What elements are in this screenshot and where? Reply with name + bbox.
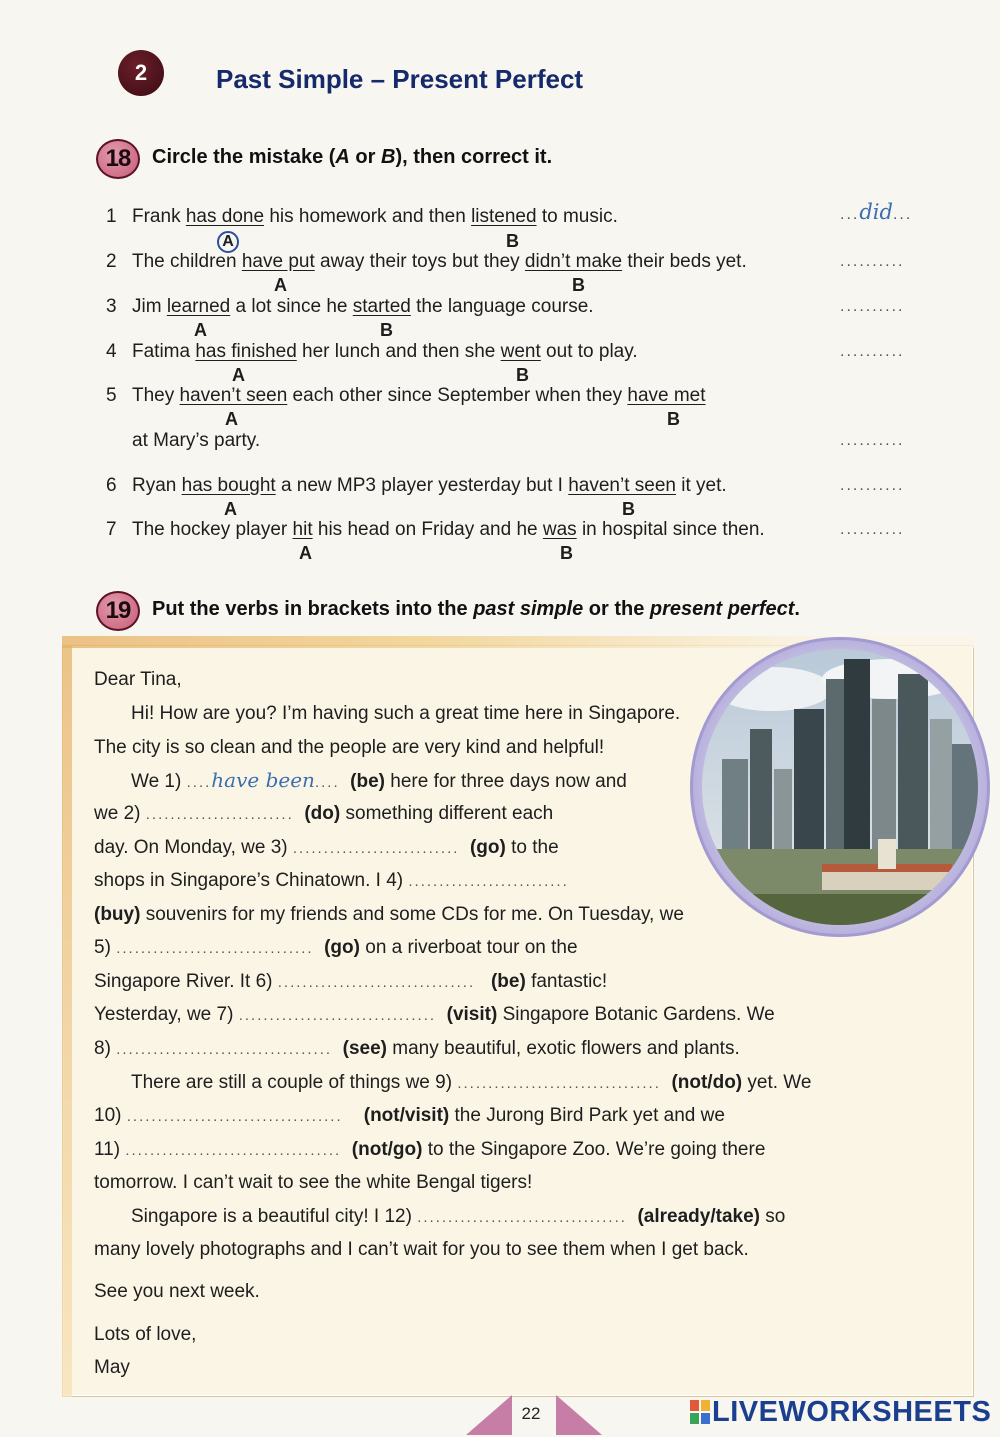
label-b[interactable]: B [560,543,573,563]
label-a[interactable]: A [299,543,312,563]
exercise-18-item-3 [0,296,1000,340]
letter-line-gap-11: 11) ................................... (not/go) to the Singapore Zoo. We’re going there [94,1139,766,1160]
item-sentence: They haven’t seen each other since September when they have met [132,385,706,406]
letter-line-gap-6: Singapore River. It 6) ................................ (be) fantastic! [94,971,608,992]
letter-line: Hi! How are you? I’m having such a great time here in Singapore. [131,703,681,724]
item-number: 2 [106,251,117,272]
gap-5-field[interactable]: ................................ [116,940,314,957]
answer-field[interactable]: .......... [840,477,905,494]
item-sentence: The children have put away their toys but they didn’t make their beds yet. [132,251,747,272]
gap-10-field[interactable]: ................................... [126,1108,343,1125]
option-b[interactable]: have met [627,385,706,406]
letter-line-gap-3: day. On Monday, we 3) ........................... (go) to the [94,837,559,858]
letter-line-gap-4: shops in Singapore’s Chinatown. I 4) .......................... [94,870,569,891]
page-title: Past Simple – Present Perfect [216,64,584,94]
gap-12-field[interactable]: .................................. [417,1209,627,1226]
item-number: 7 [106,519,117,540]
label-b[interactable]: B [380,320,393,340]
answer-field[interactable]: .......... [840,521,905,538]
answer-field[interactable]: .......... [840,298,905,315]
label-b[interactable]: B [622,499,635,519]
letter-line-gap-10: 10) ................................... (not/visit) the Jurong Bird Park yet and we [94,1105,725,1126]
gap-8-field[interactable]: ................................... [116,1041,333,1058]
option-a[interactable]: have put [241,251,315,272]
letter-line-gap-8: 8) ................................... (see) many beautiful, exotic flowers and plants. [94,1038,740,1059]
item-sentence: Fatima has finished her lunch and then she went out to play. [132,341,638,362]
label-a[interactable]: A [225,409,238,429]
option-a[interactable]: has done [185,206,265,227]
page-number: 22 [521,1404,541,1423]
item-number: 1 [106,206,117,227]
answer-field[interactable]: .......... [840,343,905,360]
option-b[interactable]: started [352,296,411,317]
label-a[interactable]: A [232,365,245,385]
letter-signature: May [94,1357,130,1378]
item-number: 5 [106,385,117,406]
page-tab-left-decoration [466,1395,512,1435]
item-sentence: Ryan has bought a new MP3 player yesterday but I haven’t seen it yet. [132,475,727,496]
letter-line-gap-7: Yesterday, we 7) ................................ (visit) Singapore Botanic Gardens. We [94,1004,775,1025]
option-b[interactable]: was [542,519,577,540]
liveworksheets-logo-icon [690,1400,710,1424]
item-number: 3 [106,296,117,317]
exercise-18-item-5-continuation [0,430,1000,460]
exercise-18-item-4 [0,341,1000,385]
item-sentence: Jim learned a lot since he started the language course. [132,296,594,317]
label-a-circled[interactable]: A [217,231,239,253]
letter-line: many lovely photographs and I can’t wait for you to see them when I get back. [94,1239,749,1260]
answer-example-wrapper: ...did... [840,200,913,224]
label-b[interactable]: B [572,275,585,295]
gap-6-field[interactable]: ................................ [277,974,476,991]
gap-4-field[interactable]: .......................... [408,873,569,890]
letter-closing: See you next week. [94,1281,260,1302]
label-b[interactable]: B [667,409,680,429]
item-sentence: Frank has done his homework and then listened to music. [132,206,618,227]
letter-line-gap-9: There are still a couple of things we 9) ................................. (not/do) yet. We [131,1072,812,1093]
label-a[interactable]: A [224,499,237,519]
letter-line: tomorrow. I can’t wait to see the white Bengal tigers! [94,1172,533,1193]
label-a[interactable]: A [194,320,207,340]
item-sentence-continuation: at Mary’s party. [132,430,261,451]
label-b[interactable]: B [506,231,519,251]
exercise-19-badge: 19 [96,591,140,631]
answer-field[interactable]: .......... [840,432,905,449]
letter-line: (buy) souvenirs for my friends and some CDs for me. On Tuesday, we [94,904,684,925]
option-a[interactable]: has finished [195,341,297,362]
label-b[interactable]: B [516,365,529,385]
exercise-19-instruction: Put the verbs in brackets into the past simple or the present perfect. [152,598,800,620]
unit-number-badge: 2 [118,50,164,96]
answer-field[interactable]: .......... [840,253,905,270]
option-a[interactable]: hit [292,519,313,540]
exercise-18-item-5 [0,385,1000,429]
gap-11-field[interactable]: ................................... [125,1142,342,1159]
item-number: 4 [106,341,117,362]
gap-7-field[interactable]: ................................ [238,1007,437,1024]
gap-1-answer[interactable]: have been [211,768,315,792]
brand-wordmark[interactable]: LIVEWORKSHEETS [712,1396,992,1428]
gap-9-field[interactable]: ................................. [457,1075,661,1092]
gap-3-field[interactable]: ........................... [292,840,460,857]
letter-line-gap-1: We 1) ....have been.... (be) here for three days now and [131,768,627,792]
option-a[interactable]: learned [166,296,231,317]
letter-line: The city is so clean and the people are very kind and helpful! [94,737,605,758]
option-a[interactable]: has bought [181,475,276,496]
item-number: 6 [106,475,117,496]
letter-greeting: Dear Tina, [94,669,182,690]
option-b[interactable]: didn’t make [524,251,623,272]
example-answer: did [859,200,893,224]
panel-decoration-left [62,645,72,1397]
exercise-18-item-2 [0,251,1000,295]
letter-line-gap-12: Singapore is a beautiful city! I 12) .................................. (already/take) so [131,1206,786,1227]
letter-line-gap-5: 5) ................................ (go) on a riverboat tour on the [94,937,578,958]
letter-signoff: Lots of love, [94,1324,197,1345]
page-tab-right-decoration [556,1395,602,1435]
option-b[interactable]: listened [471,206,537,227]
label-a[interactable]: A [274,275,287,295]
exercise-18-instruction: Circle the mistake (A or B), then correct it. [152,146,553,168]
option-a[interactable]: haven’t seen [179,385,288,406]
option-b[interactable]: haven’t seen [568,475,676,496]
singapore-skyline-image [702,649,978,925]
exercise-18-item-6 [0,475,1000,519]
exercise-18-badge: 18 [96,139,140,179]
item-sentence: The hockey player hit his head on Friday and he was in hospital since then. [132,519,765,540]
gap-2-field[interactable]: ........................ [145,806,294,823]
letter-line-gap-2: we 2) ........................ (do) something different each [94,803,554,824]
option-b[interactable]: went [500,341,541,362]
exercise-18-item-7 [0,519,1000,563]
